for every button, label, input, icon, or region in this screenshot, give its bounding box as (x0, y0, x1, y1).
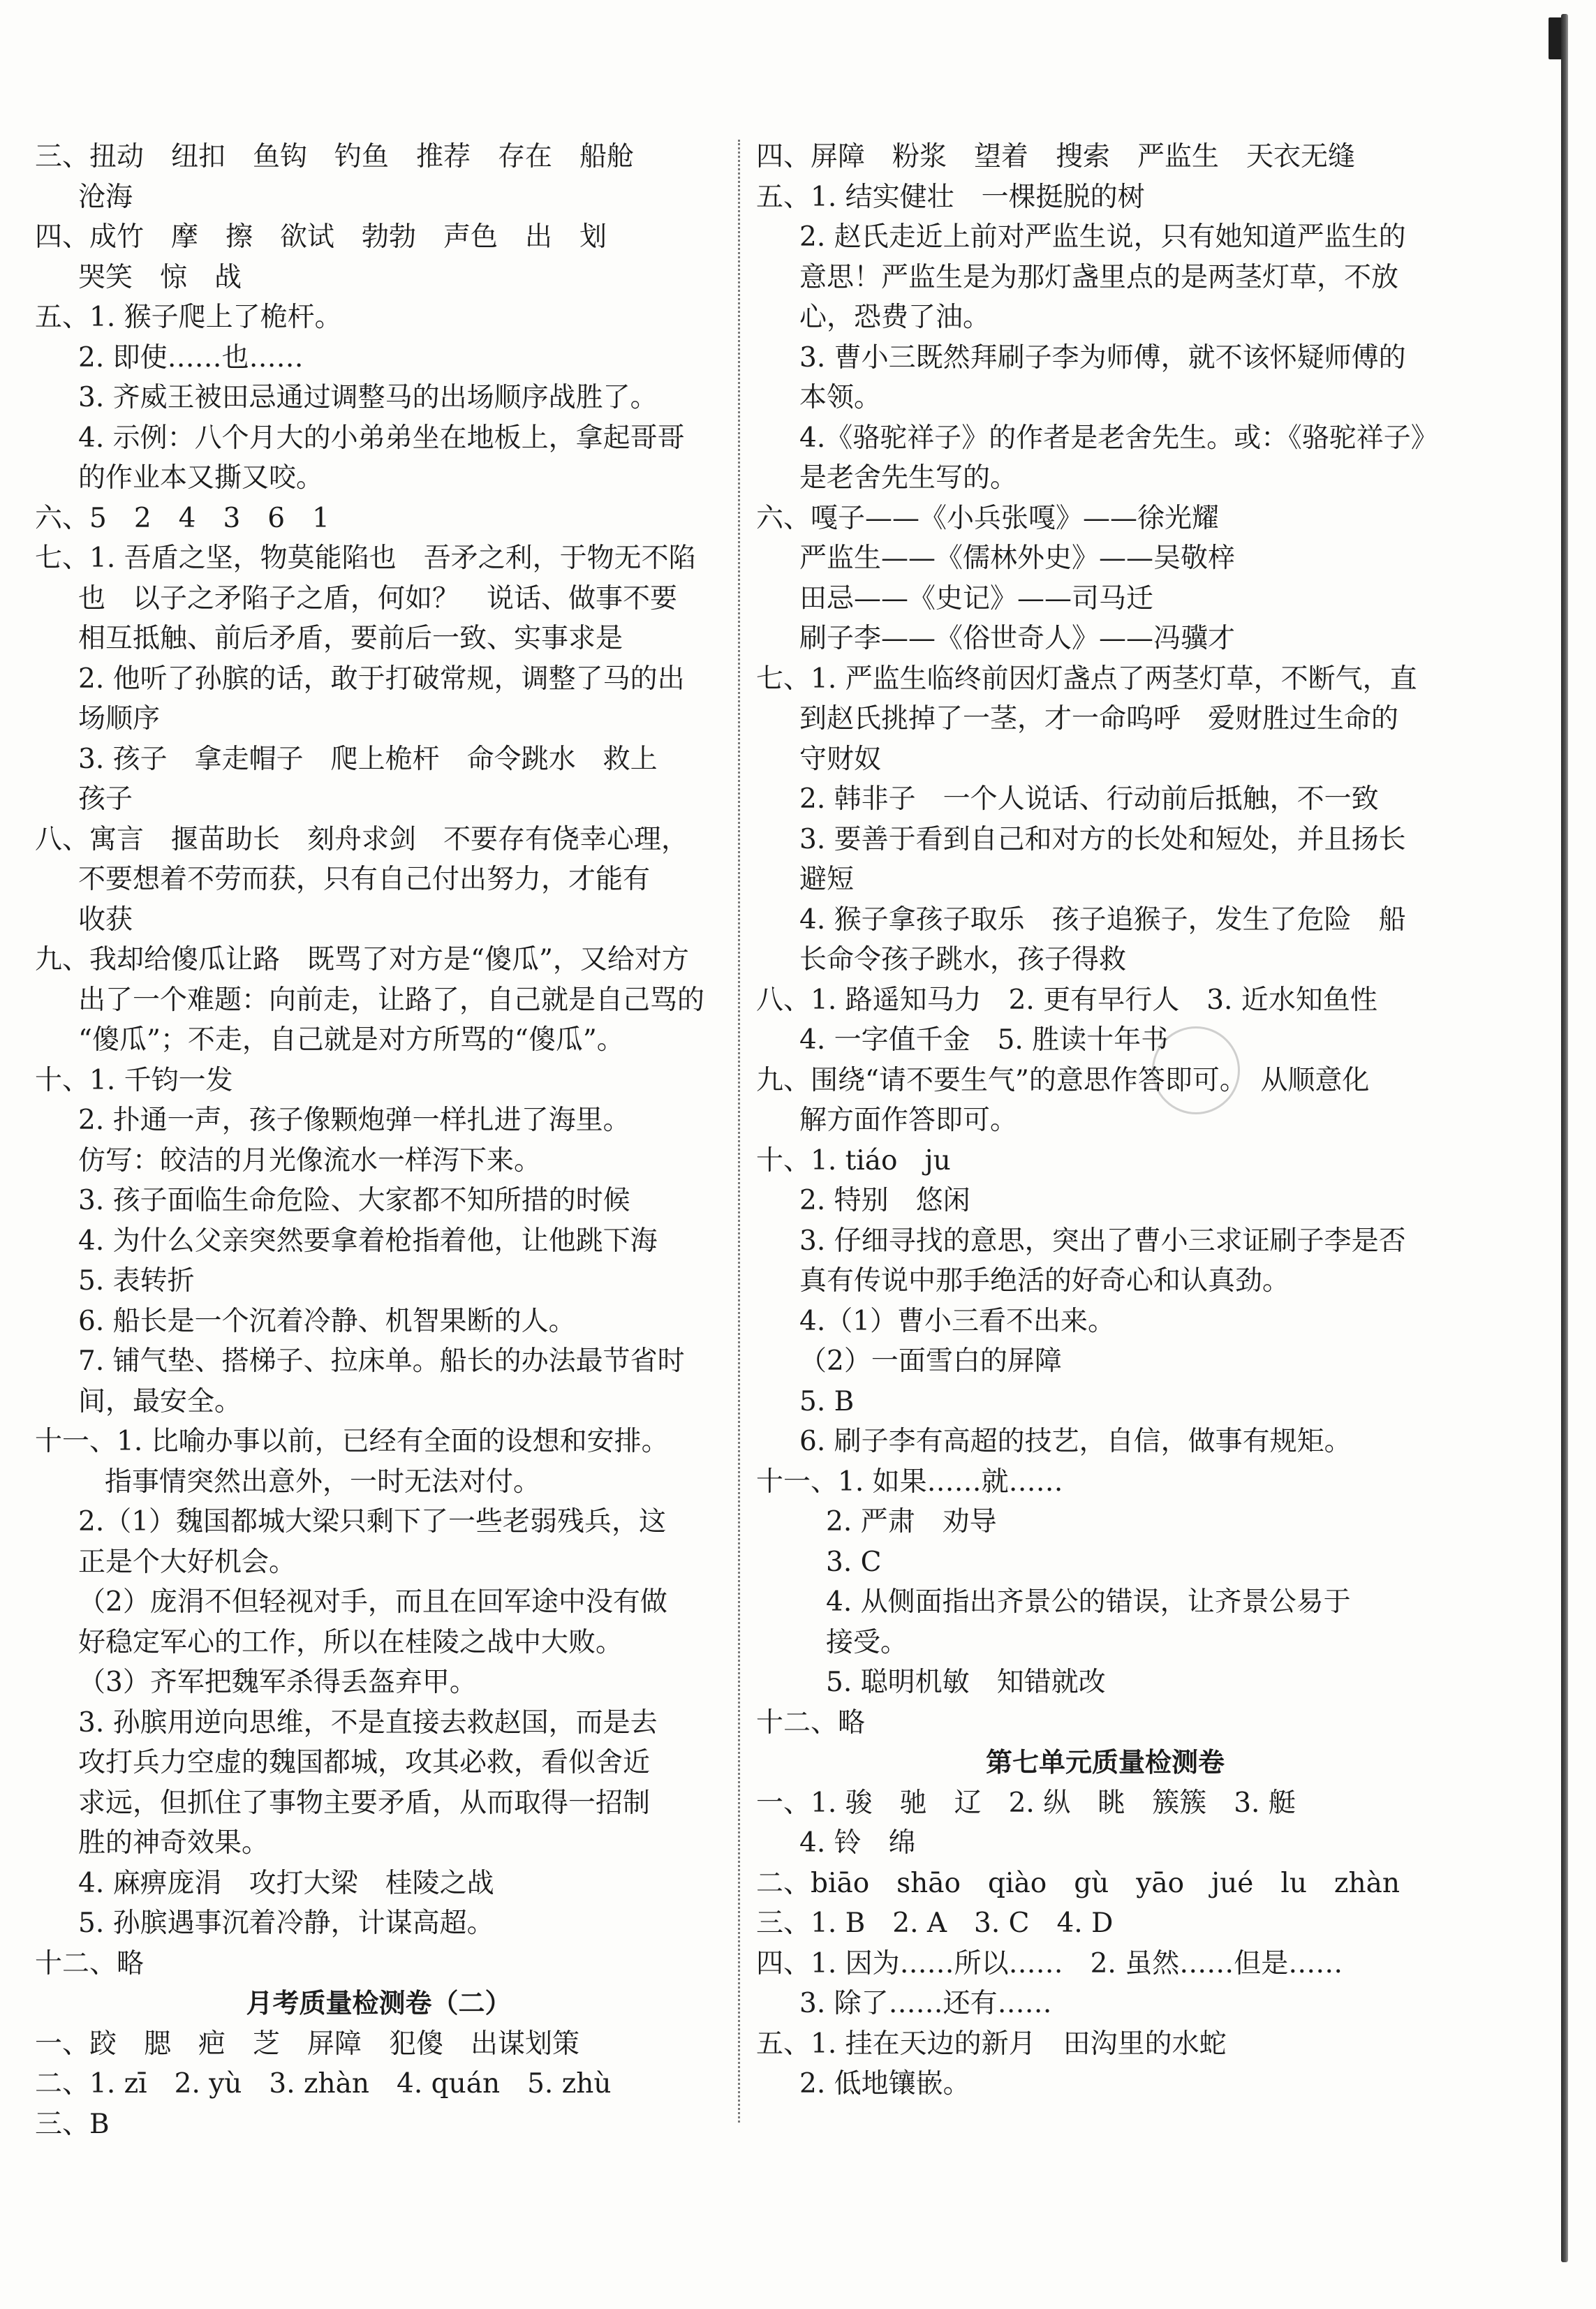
answer-line: 3. 要善于看到自己和对方的长处和短处，并且扬长 (799, 823, 1406, 855)
answer-line: “傻瓜”；不走，自己就是对方所骂的“傻瓜”。 (78, 1024, 624, 1056)
answer-line: 六、5 2 4 3 6 1 (35, 502, 330, 534)
answer-line: 一、1. 骏 驰 辽 2. 纵 眺 簇簇 3. 艇 (756, 1787, 1296, 1819)
section-heading: 月考质量检测卷（二） (246, 1988, 512, 2019)
answer-line: 三、1. B 2. A 3. C 4. D (756, 1908, 1114, 1939)
answer-line: 3. 孙膑用逆向思维，不是直接去救赵国，而是去 (78, 1706, 658, 1739)
answer-line: 3. 曹小三既然拜刷子李为师傅，就不该怀疑师傅的 (799, 341, 1406, 374)
answer-line: 心，恐费了油。 (799, 302, 991, 333)
page-edge-mark (1549, 17, 1562, 59)
answer-line: 九、我却给傻瓜让路 既骂了对方是“傻瓜”，又给对方 (35, 944, 689, 975)
answer-line: 场顺序 (78, 703, 161, 735)
answer-line: 6. 船长是一个沉着冷静、机智果断的人。 (78, 1305, 576, 1337)
answer-line: 4. 猴子拿孩子取乐 孩子追猴子，发生了危险 船 (799, 903, 1406, 936)
answer-line: 四、1. 因为……所以…… 2. 虽然……但是…… (756, 1947, 1343, 1979)
answer-line: 本领。 (799, 382, 882, 413)
answer-line: 攻打兵力空虚的魏国都城，攻其必救，看似舍近 (78, 1747, 651, 1778)
answer-line: 3. 除了……还有…… (799, 1988, 1052, 2019)
answer-line: 守财奴 (799, 743, 882, 775)
answer-line: 6. 刷子李有高超的技艺，自信，做事有规矩。 (799, 1426, 1352, 1457)
answer-line: 4. 麻痹庞涓 攻打大梁 桂陵之战 (78, 1867, 494, 1899)
answer-line: 4. 从侧面指出齐景公的错误，让齐景公易于 (826, 1586, 1351, 1618)
answer-line: 2. 韩非子 一个人说话、行动前后抵触，不一致 (799, 783, 1379, 815)
answer-line: 2. 扑通一声，孩子像颗炮弹一样扎进了海里。 (78, 1105, 630, 1136)
answer-line: 5. 表转折 (78, 1265, 195, 1297)
answer-line: 7. 铺气垫、搭梯子、拉床单。船长的办法最节省时 (78, 1345, 685, 1377)
answer-line: 仿写：皎洁的月光像流水一样泻下来。 (78, 1144, 542, 1176)
answer-column-right (756, 137, 1454, 2104)
answer-line: 4.（1）曹小三看不出来。 (799, 1305, 1116, 1337)
answer-line: 2. 严肃 劝导 (826, 1506, 997, 1537)
answer-line: 4. 为什么父亲突然要拿着枪指着他，让他跳下海 (78, 1225, 658, 1257)
answer-line: 真有传说中那手绝活的好奇心和认真劲。 (799, 1265, 1290, 1297)
answer-line: 解方面作答即可。 (799, 1105, 1018, 1136)
page-edge-shadow (1561, 14, 1568, 2262)
answer-line: 十二、略 (756, 1706, 866, 1739)
answer-line: 严监生——《儒林外史》——吴敬梓 (799, 543, 1236, 574)
answer-line: 求远，但抓住了事物主要矛盾，从而取得一招制 (78, 1787, 651, 1819)
answer-line: 一、跤 腮 疤 芝 屏障 犯傻 出谋划策 (35, 2028, 580, 2060)
answer-line: 3. 孩子面临生命危险、大家都不知所措的时候 (78, 1185, 630, 1216)
answer-line: 2. 他听了孙膑的话，敢于打破常规，调整了马的出 (78, 663, 685, 695)
answer-line: 的作业本又撕又咬。 (78, 462, 324, 494)
answer-line: 是老舍先生写的。 (799, 462, 1018, 494)
section-heading: 第七单元质量检测卷 (985, 1747, 1225, 1778)
answer-line: 2. 赵氏走近上前对严监生说，只有她知道严监生的 (799, 221, 1406, 253)
answer-line: 四、屏障 粉浆 望着 搜索 严监生 天衣无缝 (756, 141, 1356, 172)
answer-line: 指事情突然出意外，一时无法对付。 (105, 1466, 541, 1498)
answer-line: （2）庞涓不但轻视对手，而且在回军途中没有做 (78, 1586, 667, 1618)
answer-line: 十一、1. 比喻办事以前，已经有全面的设想和安排。 (35, 1426, 669, 1457)
answer-line: 哭笑 惊 战 (78, 261, 242, 293)
answer-line: 沧海 (78, 181, 133, 213)
answer-line: 4.《骆驼祥子》的作者是老舍先生。或：《骆驼祥子》 (799, 422, 1438, 454)
answer-line: 2. 即使……也…… (78, 341, 304, 374)
answer-line: 五、1. 挂在天边的新月 田沟里的水蛇 (756, 2028, 1227, 2060)
answer-line: 七、1. 严监生临终前因灯盏点了两茎灯草，不断气，直 (756, 663, 1417, 695)
answer-line: 3. 齐威王被田忌通过调整马的出场顺序战胜了。 (78, 382, 658, 413)
answer-line: 长命令孩子跳水，孩子得救 (799, 944, 1127, 975)
answer-line: （2）一面雪白的屏障 (799, 1345, 1062, 1377)
answer-line: 七、1. 吾盾之坚，物莫能陷也 吾矛之利，于物无不陷 (35, 543, 696, 574)
answer-line: 二、1. zī 2. yù 3. zhàn 4. quán 5. zhù (35, 2068, 612, 2100)
answer-line: 意思！严监生是为那灯盏里点的是两茎灯草，不放 (799, 261, 1399, 293)
answer-line: 间，最安全。 (78, 1385, 242, 1417)
answer-line: 相互抵触、前后矛盾，要前后一致、实事求是 (78, 623, 623, 654)
answer-line: 三、B (35, 2108, 110, 2140)
answer-line: 5. 聪明机敏 知错就改 (826, 1667, 1106, 1698)
answer-line: 3. 孩子 拿走帽子 爬上桅杆 命令跳水 救上 (78, 743, 658, 775)
answer-line: 好稳定军心的工作，所以在桂陵之战中大败。 (78, 1626, 623, 1658)
answer-line: 十、1. 千钧一发 (35, 1064, 233, 1096)
answer-line: 八、寓言 揠苗助长 刻舟求剑 不要存有侥幸心理， (35, 823, 689, 855)
answer-line: 避短 (799, 864, 855, 895)
answer-line: 4. 示例：八个月大的小弟弟坐在地板上，拿起哥哥 (78, 422, 685, 454)
answer-line: 5. 孙膑遇事沉着冷静，计谋高超。 (78, 1908, 494, 1939)
answer-line: 也 以子之矛陷子之盾，何如？ 说话、做事不要 (78, 582, 678, 614)
answer-line: 十一、1. 如果……就…… (756, 1466, 1063, 1498)
answer-line: 到赵氏挑掉了一茎，才一命呜呼 爱财胜过生命的 (799, 703, 1399, 735)
answer-line: 3. 仔细寻找的意思，突出了曹小三求证刷子李是否 (799, 1225, 1406, 1257)
answer-column-left (35, 137, 723, 2144)
answer-line: 刷子李——《俗世奇人》——冯骥才 (799, 623, 1236, 654)
answer-line: 三、扭动 纽扣 鱼钩 钓鱼 推荐 存在 船舱 (35, 141, 635, 172)
answer-line: 十二、略 (35, 1947, 145, 1979)
answer-line: 4. 一字值千金 5. 胜读十年书 (799, 1024, 1169, 1056)
answer-line: 2. 低地镶嵌。 (799, 2068, 970, 2100)
answer-line: 田忌——《史记》——司马迁 (799, 582, 1154, 614)
answer-line: 九、围绕“请不要生气”的意思作答即可。 从顺意化 (756, 1064, 1370, 1096)
answer-line: 八、1. 路遥知马力 2. 更有早行人 3. 近水知鱼性 (756, 984, 1377, 1016)
answer-line: 5. B (799, 1385, 855, 1417)
answer-line: 胜的神奇效果。 (78, 1827, 269, 1859)
answer-line: 2. 特别 悠闲 (799, 1185, 970, 1216)
answer-line: 2.（1）魏国都城大梁只剩下了一些老弱残兵，这 (78, 1506, 667, 1537)
answer-line: 接受。 (826, 1626, 908, 1658)
answer-line: 四、成竹 摩 擦 欲试 勃勃 声色 出 划 (35, 221, 607, 253)
answer-line: 出了一个难题：向前走，让路了，自己就是自己骂的 (78, 984, 705, 1016)
answer-line: 3. C (826, 1546, 882, 1578)
answer-line: 不要想着不劳而获，只有自己付出努力，才能有 (78, 864, 651, 895)
answer-line: 十、1. tiáo ju (756, 1144, 951, 1176)
answer-line: 4. 铃 绵 (799, 1827, 916, 1859)
answer-line: 收获 (78, 903, 133, 936)
answer-line: 二、biāo shāo qiào gù yāo jué lu zhàn (756, 1867, 1400, 1899)
answer-line: 孩子 (78, 783, 133, 815)
answer-line: 正是个大好机会。 (78, 1546, 297, 1578)
answer-line: 六、嘎子——《小兵张嘎》——徐光耀 (756, 502, 1220, 534)
column-divider (738, 140, 740, 2123)
answer-line: （3）齐军把魏军杀得丢盔弃甲。 (78, 1667, 477, 1698)
answer-line: 五、1. 猴子爬上了桅杆。 (35, 302, 342, 333)
answer-line: 五、1. 结实健壮 一棵挺脱的树 (756, 181, 1145, 213)
